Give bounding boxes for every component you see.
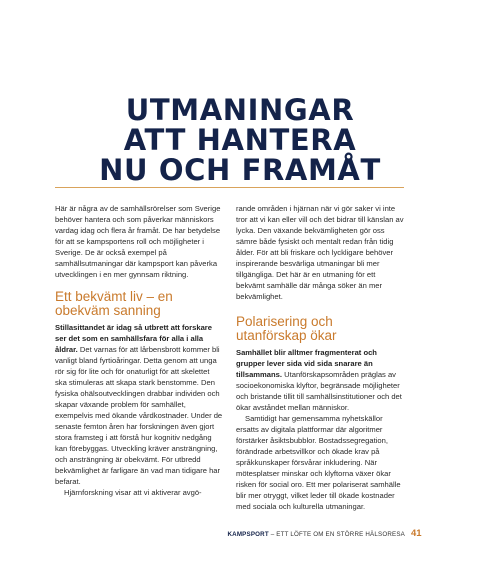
section-heading-line: utanförskap ökar [236,328,337,343]
section-paragraph [236,347,404,413]
body-paragraph: Samtidigt har gemensamma nyhetskällor ersatts av digitala plattformar där algoritmer förstärker åsiktsbubblor. Bostadssegregation, förändrade arbetsvillkor och ökade krav på språkkunskaper försvårar inkludering. När mötesplatser minskar och klyftorna växer ökar risken för social oro. Ett mer polariserat samhälle blir mer otryggt, vilket leder till ökade kostnader med sociala och kulturella utmaningar. [236,414,401,511]
page-title [0,95,480,185]
section-heading-line: obekväm sanning [55,303,161,318]
section-heading-line: Polarisering och [236,314,333,329]
title-line-3: NU OCH FRAMÅT [99,153,381,187]
page-number: 41 [411,528,422,539]
section-heading-comfortable-life [55,290,223,318]
section-heading-line: Ett bekvämt liv – en [55,289,173,304]
intro-paragraph: Här är några av de samhällsrörelser som Sverige behöver hantera och som påverkar människors vardag idag och flera år framåt. De har betydelse för att se kampsportens roll och möjligheter i Sverige. De är också exempel på samhällsutmaningar där kampsport kan påverka utvecklingen i en mer gynnsam riktning. [55,204,221,279]
left-column [55,203,223,498]
lead-sentence: Samhället blir alltmer fragmenterat och grupper lever sida vid sida snarare än tillsammans. [236,348,377,379]
lead-sentence: Stillasittandet är idag så utbrett att forskare ser det som en samhällsfara för alla i alla åldrar. [55,323,212,354]
running-footer [0,531,405,539]
title-line-1: UTMANINGAR [125,93,355,127]
section-heading-polarisation [236,315,404,343]
continuation-paragraph: rande områden i hjärnan när vi gör saker vi inte tror att vi kan eller vill och det bidrar till känslan av lycka. Den växande bekvämligheten gör oss sämre både fysiskt och mentalt redan från tidig ålder. För att bli friskare och lyckligare behöver inspirerande besvärliga utmaningar bli mer tillgängliga. Det här är en utmaning för ett bekvämt samhälle där många söker än mer bekvämlighet. [236,204,404,301]
footer-tagline: – ETT LÖFTE OM EN STÖRRE HÄLSORESA [268,531,405,538]
body-text: Utanförskapsområden präglas av socioekonomiska klyftor, begränsade möjligheter och bristande tillit till samhällsinstitutioner och det ökar avståndet mellan människor. [236,370,402,412]
body-paragraph: Hjärnforskning visar att vi aktiverar avgö- [64,488,202,497]
section-paragraph [55,322,223,487]
right-column [236,203,404,512]
footer-brand: KAMPSPORT [227,531,269,538]
title-divider [55,187,404,188]
title-line-2: ATT HANTERA [123,123,357,157]
body-text: Det varnas för att lårbensbrott kommer bli vanligt bland fyrtioåringar. Detta genom att unga rör sig för lite och för onaturligt för att skelettet ska stimuleras att skapa stark benstomme. Den fysiska ohälsoutvecklingen drabbar individen och skapar växande problem för samhället, exempelvis med ökande vårdkostnader. Under de senaste femton åren har forskningen även gjort stora framsteg i att förstå hur kognitiv nedgång kan förebyggas. Utveckling kräver ansträngning, och ansträngning är obekvämt. För utbredd bekvämlighet är farligare än vad man tidigare har befarat. [55,345,223,486]
